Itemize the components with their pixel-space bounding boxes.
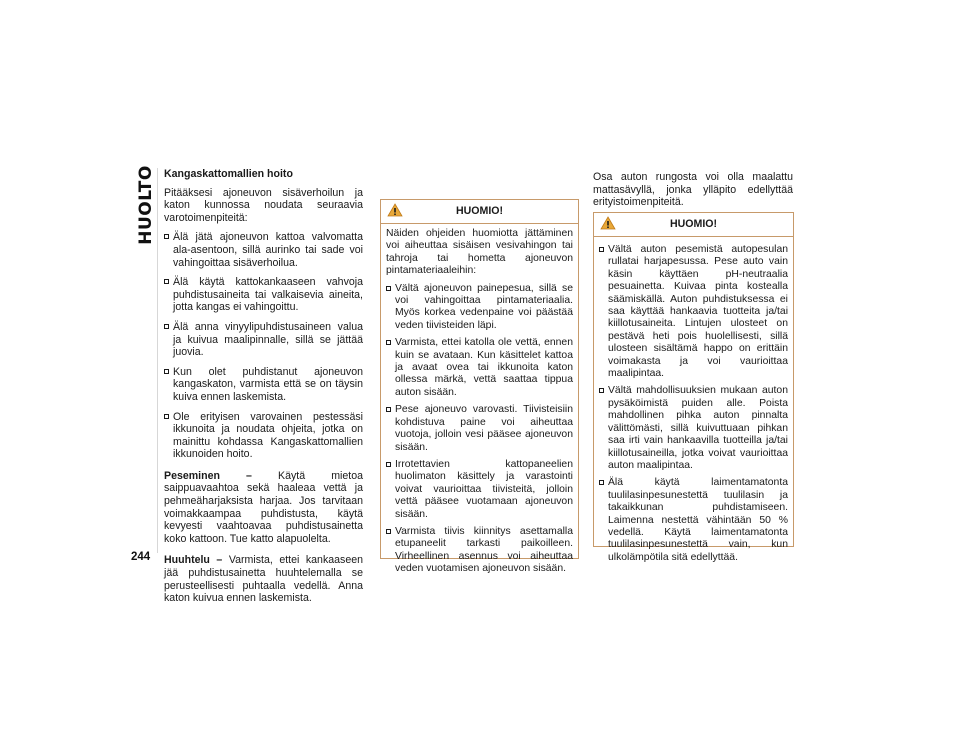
rinsing-paragraph bbox=[164, 554, 363, 604]
list-item: Ole erityisen varovainen pestessäsi ikkunoita ja noudata ohjeita, jotka on mainittu kohdassa Kangaskattomallien ikkunoiden hoito. bbox=[164, 411, 363, 461]
column-1 bbox=[164, 168, 363, 605]
warning-box-2 bbox=[593, 212, 794, 563]
list-item: Varmista tiivis kiinnitys asettamalla etupaneelit tarkasti paikoilleen. Virheellinen asennus voi aiheuttaa veden vuotamisen ajoneuvon sisään. bbox=[386, 526, 573, 576]
section-heading: Kangaskattomallien hoito bbox=[164, 168, 293, 180]
checkbox-bullet-icon bbox=[599, 388, 604, 393]
checkbox-bullet-icon bbox=[164, 234, 169, 239]
warning-title: HUOMIO! bbox=[455, 205, 504, 217]
checkbox-bullet-icon bbox=[599, 247, 604, 252]
warning-body bbox=[381, 224, 578, 576]
checkbox-bullet-icon bbox=[164, 324, 169, 329]
matte-paint-paragraph: Osa auton rungosta voi olla maalattu mattasävyllä, jonka ylläpito edellyttää erityistoimenpiteitä. bbox=[593, 171, 793, 209]
checkbox-bullet-icon bbox=[164, 279, 169, 284]
checkbox-bullet-icon bbox=[386, 286, 391, 291]
section-divider bbox=[157, 168, 158, 553]
page-number: 244 bbox=[131, 551, 151, 563]
list-item: Älä jätä ajoneuvon kattoa valvomatta ala-asentoon, sillä aurinko tai sade voi vahingoittaa sisäverhoilua. bbox=[164, 231, 363, 269]
checkbox-bullet-icon bbox=[386, 462, 391, 467]
warning-header bbox=[594, 213, 793, 237]
checkbox-bullet-icon bbox=[386, 407, 391, 412]
washing-text: Käytä mietoa saippuavaahtoa sekä haaleaa vettä ja pehmeäharjaksista harjaa. Jos tarvitaan voimakkaampaa puhdistusta, käytä kevyesti vaahtoavaa puhdistusainetta koko kattoon. Tue katto alapuolelta. bbox=[164, 469, 363, 545]
warning-body bbox=[594, 237, 793, 564]
checkbox-bullet-icon bbox=[164, 414, 169, 419]
section-title: HUOLTO bbox=[136, 165, 156, 245]
washing-label: Peseminen – bbox=[164, 469, 252, 482]
list-item: Vältä ajoneuvon painepesua, sillä se voi vahingoittaa pintamateriaalia. Myös korkea vedenpaine voi päästää veden tiivisteiden läpi. bbox=[386, 283, 573, 333]
list-item: Pese ajoneuvo varovasti. Tiivisteisiin kohdistuva paine voi aiheuttaa vuotoja, jolloin vesi pääsee ajoneuvon sisään. bbox=[386, 404, 573, 454]
warning-title: HUOMIO! bbox=[669, 218, 718, 230]
list-item: Älä käytä laimentamatonta tuulilasinpesunestettä tuulilasin ja takaikkunan puhdistamiseen. Laimenna nestettä vähintään 50 % vedellä. Käytä laimentamatonta tuulilasinpesunestettä vain, kun ulkolämpötila sitä edellyttää. bbox=[599, 477, 788, 564]
list-item: Vältä mahdollisuuksien mukaan auton pysäköimistä puiden alle. Poista mahdollinen pihka auton pinnalta välittömästi, sillä kuivuttuaan pihkan saa irti vain hankaavilla tuotteilla ja/tai kiillotusaineilla, jotka voivat vaurioittaa auton maalipintaa. bbox=[599, 385, 788, 472]
list-item: Älä käytä kattokankaaseen vahvoja puhdistusaineita tai valkaisevia aineita, jotta kangas ei vahingoittu. bbox=[164, 276, 363, 314]
checkbox-bullet-icon bbox=[599, 480, 604, 485]
list-item: Irrotettavien kattopaneelien huolimaton käsittely ja varastointi voivat vaurioittaa tiivisteitä, jolloin vettä pääsee vuotamaan ajoneuvon sisään. bbox=[386, 459, 573, 521]
list-item: Kun olet puhdistanut ajoneuvon kangaskaton, varmista että se on täysin kuiva ennen laskemista. bbox=[164, 366, 363, 404]
list-item: Älä anna vinyylipuhdistusaineen valua ja kuivua maalipinnalle, sillä se jättää juovia. bbox=[164, 321, 363, 359]
column-3 bbox=[593, 171, 793, 209]
warning-header bbox=[381, 200, 578, 224]
checkbox-bullet-icon bbox=[164, 369, 169, 374]
list-item: Vältä auton pesemistä autopesulan rullatai harjapesussa. Pese auto vain käsin käyttäen pH-neutraalia pesuainetta. Kuivaa pinta kostealla säämiskällä. Auton puhdistuksessa ei saa käyttää hankaavia tuotteita ja/tai kiillotusaineita. Lintujen ulosteet on pestävä heti pois huolellisesti, sillä ulosteen sisältämä happo on erittäin voimakasta ja voi vaurioittaa maalipintaa. bbox=[599, 244, 788, 380]
rinsing-label: Huuhtelu – bbox=[164, 554, 223, 567]
checkbox-bullet-icon bbox=[386, 340, 391, 345]
checkbox-bullet-icon bbox=[386, 529, 391, 534]
intro-paragraph: Pitääksesi ajoneuvon sisäverhoilun ja katon kunnossa noudata seuraavia varotoimenpiteitä: bbox=[164, 186, 363, 224]
list-item: Varmista, ettei katolla ole vettä, ennen kuin se avataan. Kun käsittelet kattoa ja avaat ovea tai ikkunoita katon ollessa märkä, vettä saattaa tippua auton sisään. bbox=[386, 337, 573, 399]
warning-intro: Näiden ohjeiden huomiotta jättäminen voi aiheuttaa sisäisen vesivahingon tai tahroja tai hometta ajoneuvon pintamateriaaleihin: bbox=[386, 228, 573, 277]
washing-paragraph bbox=[164, 470, 363, 546]
rinsing-text: Varmista, ettei kankaaseen jää puhdistusainetta huuhtelemalla se perusteellisesti puhtaalla vedellä. Anna katon kuivua ennen laskemista. bbox=[164, 554, 363, 605]
warning-box-1 bbox=[380, 199, 579, 575]
